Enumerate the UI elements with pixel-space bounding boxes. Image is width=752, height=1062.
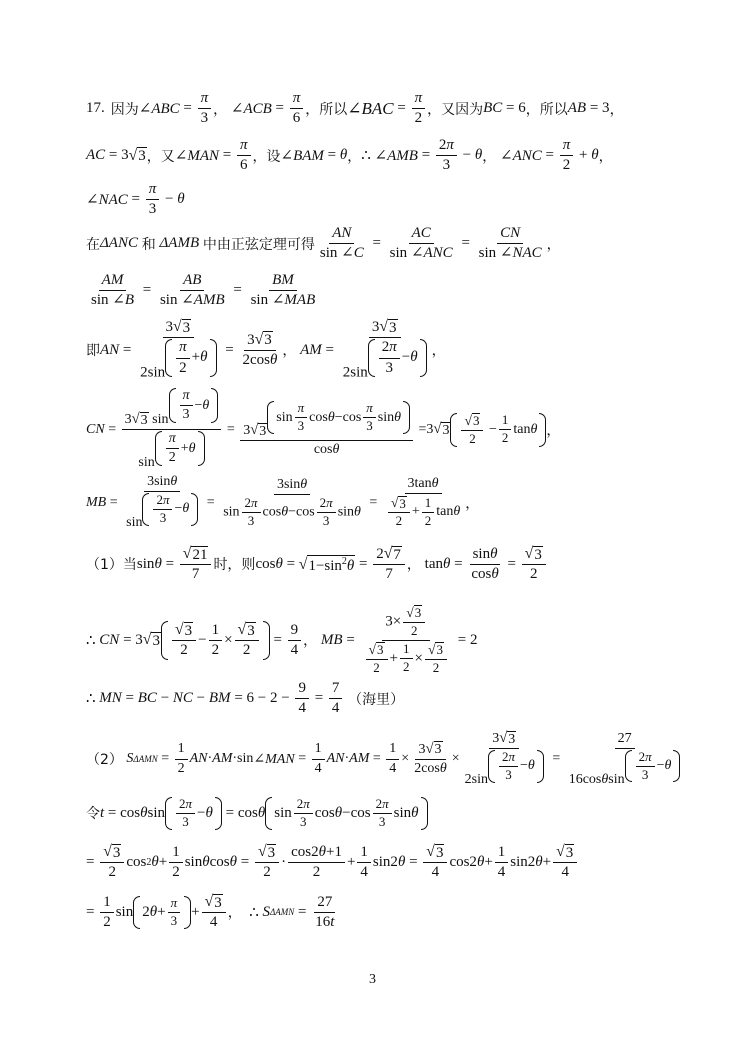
text-you: 又 [160, 148, 175, 165]
part1-cn-mb-line: ∴ CN = 3 √ 3 √ 3 2 − $\frac{1}{2}$ × √ 3 2 = $\frac{9}{4}$ ， MB = 3× √ 3 2 √ 3 2 + $\frac{1}{2}$ × √ 3 2 = 2 [86, 605, 478, 675]
text-ji: 即 [86, 343, 100, 359]
part2-label: （2） [86, 752, 123, 769]
sine-law-line-2: $\frac{AM}{\sin \angle B}$ = $\frac{AB}{\text{sin ∠AMB}}$ = $\frac{BM}{\text{sin ∠MAB}}$ [91, 272, 316, 309]
part2-area-line: （2） S ΔAMN = $\frac{1}{2}$ AN · AM ·sin ∠MAN = $\frac{1}{4}$ AN · AM = $\frac{1}{4}$ × 3 √ 3 2cosθ × 3 √ 3 2sin $\frac{2\pi}{3}$ − θ = 27 16cosθsin $\frac{2\pi}{3}$ − θ [86, 730, 685, 788]
let-t-line: 令 t = cos θ sin $\frac{2\pi}{3}$ − θ = cos θ sin $\frac{2\pi}{3}$ cos θ −cos $\frac{2\pi}{3}$ sin θ [86, 797, 428, 830]
solution-line-3: ∠NAC = $\frac{\pi}{3}$ − θ [86, 181, 185, 218]
part1-label: （1） [86, 557, 123, 574]
problem-number: 17. [86, 100, 105, 117]
text-zhong: 中由正弦定理可得 [202, 236, 315, 253]
an-am-line: 即 AN = 3 √ 3 2sin $\frac{\pi}{2}$ + θ = 3 √ 3 2cosθ ， AM = 3 √ 3 2sin $\frac{2\pi}{3}$ − θ ， [86, 318, 446, 381]
mb-line: MB = 3sinθ sin $\frac{2\pi}{3}$ − θ = 3sinθ sin $\frac{2\pi}{3}$ cosθ−cos $\frac{2\pi}{3}$ sinθ = 3tanθ √ 3 2 + $\frac{1}{2}$ tanθ ， [86, 474, 480, 530]
cn-line: CN = 3 √ 3 sin $\frac{\pi}{3}$ − θ sin $\frac{\pi}{2}$ + θ = 3 √ 3 sin $\frac{\pi}{3}$ cos θ −cos $\frac{\pi}{3}$ sin θ cosθ =3 √ 3 √ 3 2 − $\frac{1}{2}$ tan θ ， [86, 388, 561, 471]
text-zai: 在 [86, 236, 100, 253]
text-dang: 当 [122, 557, 137, 574]
solution-line-2: AC = 3 √ 3 ， 又 ∠MAN = $\frac{\pi}{6}$ ， 设 ∠BAM = θ ， ∴ ∠AMB = $\frac{2\pi}{3}$ − θ ， ∠ANC = $\frac{\pi}{2}$ + θ ， [86, 137, 613, 174]
text-shize: 时，则 [213, 557, 256, 574]
expand-line: = √ 3 2 cos 2 θ + $\frac{1}{2}$ sin θ cos θ = √ 3 2 · $\frac{\cos 2\theta+1}{2}$ + $\frac{1}{4}$ sin2 θ = √ 3 4 cos2 θ + $\frac{1}{4}$ sin2 θ + √ 3 4 [86, 843, 579, 882]
final-line: = $\frac{1}{2}$ sin 2 θ + $\frac{\pi}{3}$ + √ 3 4 ， ∴ S ΔAMN = $\frac{27}{16t}$ [86, 893, 335, 931]
unit-label: （海里） [348, 691, 405, 708]
part1-line: （1） 当 sin θ = √ 21 7 时，则 cos θ = √ $1-\sin^2\theta$ = 2 √ 7 7 ， tan θ = $\frac{\sin\theta}{\cos\theta}$ = √ 3 2 [86, 545, 548, 584]
sine-law-line: 在 ΔANC 和 ΔAMB 中由正弦定理可得 $\frac{AN}{\sin \angle C}$ = $\frac{AC}{\text{sin ∠ANC}}$ = $\frac{CN}{\text{sin ∠NAC}}$ ， [86, 225, 561, 262]
text-yinwei: 因为 [110, 101, 139, 118]
text-he: 和 [141, 236, 156, 253]
text-youyinwei: 又因为 [441, 101, 484, 118]
text-ling: 令 [86, 806, 100, 823]
text-suoyi-2: 所以 [539, 101, 568, 118]
part1-mn-line: ∴ MN = BC − NC − BM = 6 − 2 − $\frac{9}{4}$ = $\frac{7}{4}$ （海里） [86, 680, 405, 717]
solution-line-1: 17. 因为 ∠ABC = $\frac{\pi}{3}$ ， ∠ACB = $\frac{\pi}{6}$ ， 所以 ∠BAC = $\frac{\pi}{2}$ ， 又因为 BC = 6 ， 所以 AB = 3 ， [86, 90, 624, 127]
text-she: 设 [266, 148, 281, 165]
text-suoyi: 所以 [319, 101, 348, 118]
page-number: 3 [369, 972, 376, 987]
